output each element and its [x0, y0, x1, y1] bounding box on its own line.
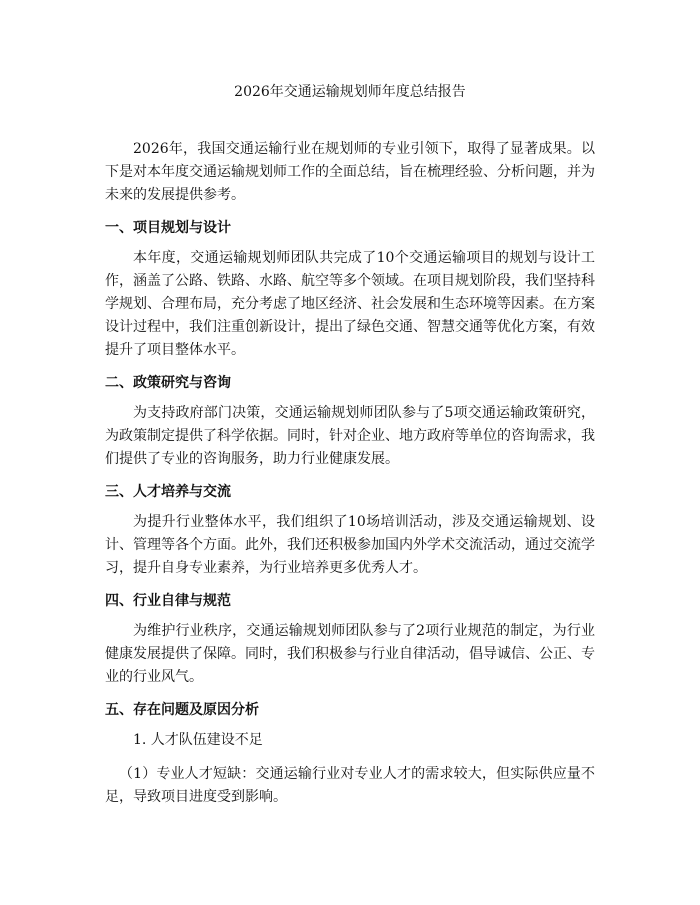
- section-heading-industry-regulation: 四、行业自律与规范: [105, 593, 231, 609]
- section-heading-problems-analysis: 五、存在问题及原因分析: [105, 702, 259, 718]
- document-title: 2026年交通运输规划师年度总结报告: [234, 84, 466, 100]
- intro-paragraph: 2026年，我国交通运输行业在规划师的专业引领下，取得了显著成果。以下是对本年度交通运输规划师工作的全面总结，旨在梳理经验、分析问题，并为未来的发展提供参考。: [105, 141, 595, 203]
- section-heading-project-planning: 一、项目规划与设计: [105, 220, 231, 236]
- section-body-talent-training: 为提升行业整体水平，我们组织了10场培训活动，涉及交通运输规划、设计、管理等各个方面。此外，我们还积极参加国内外学术交流活动，通过交流学习，提升自身专业素养，为行业培养更多优秀人才。: [105, 514, 595, 576]
- section-body-project-planning: 本年度，交通运输规划师团队共完成了10个交通运输项目的规划与设计工作，涵盖了公路、铁路、水路、航空等多个领域。在项目规划阶段，我们坚持科学规划、合理布局，充分考虑了地区经济、社会发展和生态环境等因素。在方案设计过程中，我们注重创新设计，提出了绿色交通、智慧交通等优化方案，有效提升了项目整体水平。: [105, 250, 595, 358]
- subheading-talent-shortage: 1. 人才队伍建设不足: [133, 732, 263, 748]
- subparagraph-talent-shortage: （1）专业人才短缺：交通运输行业对专业人才的需求较大，但实际供应量不足，导致项目进度受到影响。: [105, 766, 595, 805]
- section-body-industry-regulation: 为维护行业秩序，交通运输规划师团队参与了2项行业规范的制定，为行业健康发展提供了保障。同时，我们积极参与行业自律活动，倡导诚信、公正、专业的行业风气。: [105, 623, 595, 685]
- section-heading-policy-research: 二、政策研究与咨询: [105, 375, 231, 391]
- section-body-policy-research: 为支持政府部门决策，交通运输规划师团队参与了5项交通运输政策研究，为政策制定提供了科学依据。同时，针对企业、地方政府等单位的咨询需求，我们提供了专业的咨询服务，助力行业健康发展。: [105, 405, 595, 467]
- section-heading-talent-training: 三、人才培养与交流: [105, 484, 231, 500]
